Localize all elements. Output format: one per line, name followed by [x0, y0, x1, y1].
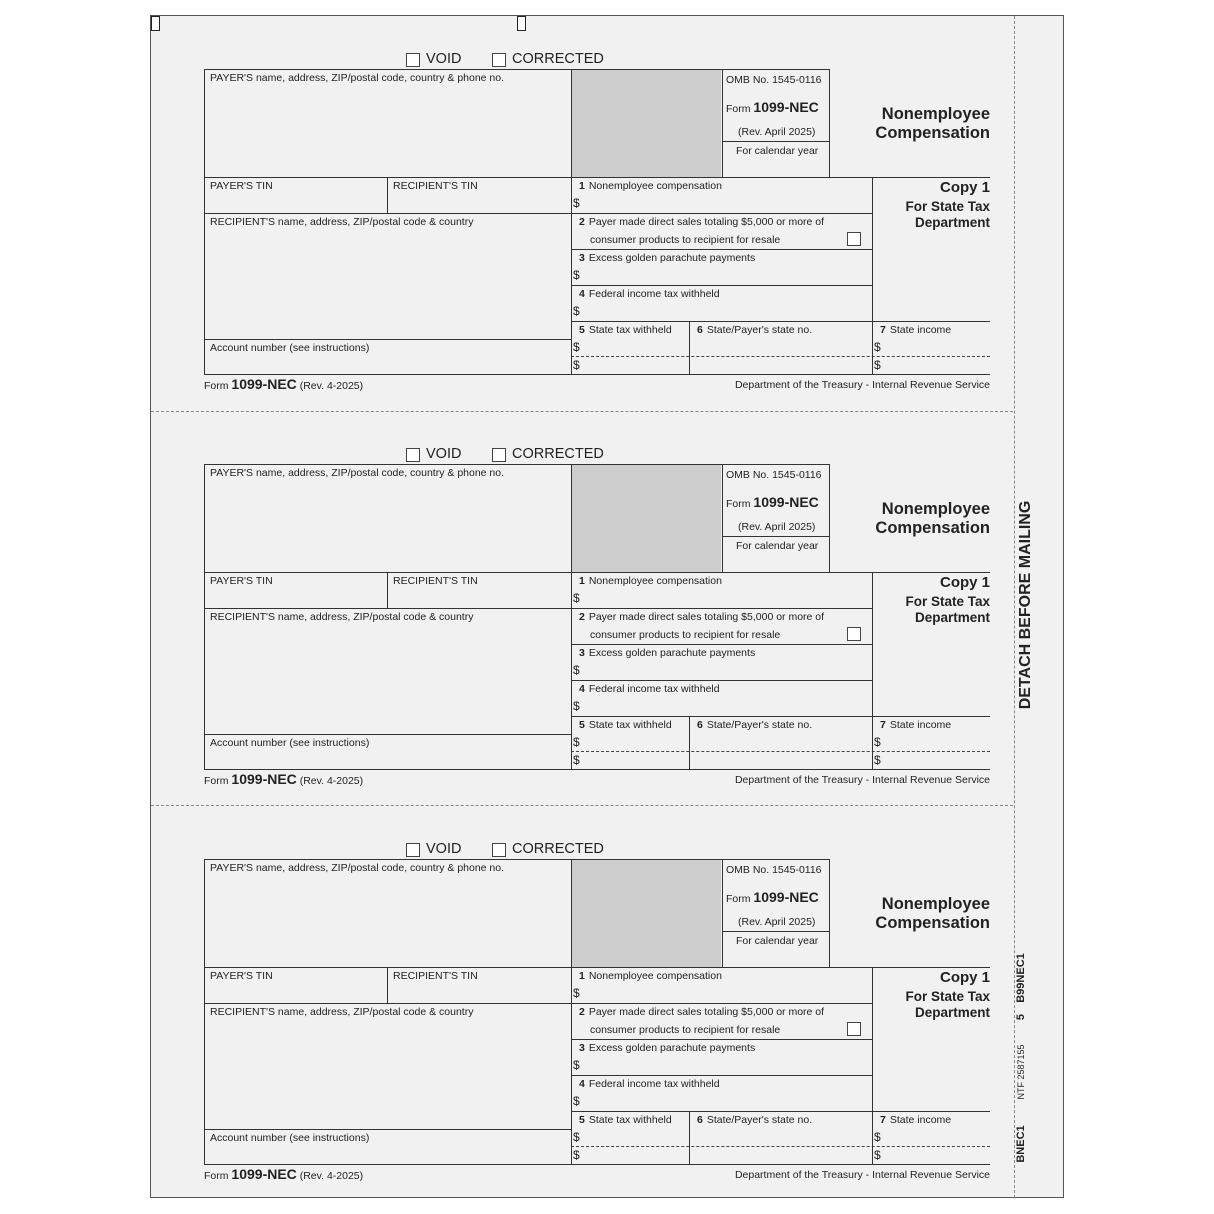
account-number-label: Account number (see instructions)	[210, 342, 370, 354]
box3-label: 3 Excess golden parachute payments	[579, 647, 756, 659]
void-checkbox[interactable]	[406, 448, 420, 462]
box1-dollar: $	[573, 591, 580, 605]
footer-department: Department of the Treasury - Internal Revenue Service	[734, 379, 990, 391]
box4-label: 4 Federal income tax withheld	[579, 288, 720, 300]
omb-number: OMB No. 1545-0116	[726, 864, 822, 876]
box2-label-line2: consumer products to recipient for resale	[590, 629, 781, 641]
box5-label: 5 State tax withheld	[579, 324, 672, 336]
box3-dollar: $	[573, 268, 580, 282]
box3-dollar: $	[573, 1058, 580, 1072]
footer-form-number: Form 1099-NEC (Rev. 4-2025)	[204, 771, 364, 787]
copy-label: Copy 1	[939, 574, 990, 591]
box5-dollar-2: $	[573, 753, 580, 767]
form-copy-1	[0, 15, 1214, 395]
box1-label: 1 Nonemployee compensation	[579, 180, 722, 192]
payer-name-label: PAYER'S name, address, ZIP/postal code, country & phone no.	[210, 467, 505, 479]
box6-label: 6 State/Payer's state no.	[697, 324, 813, 336]
box1-label: 1 Nonemployee compensation	[579, 575, 722, 587]
form-number-header: Form 1099-NEC	[726, 99, 819, 115]
omb-number: OMB No. 1545-0116	[726, 74, 822, 86]
form-revision: (Rev. April 2025)	[738, 126, 816, 138]
box4-dollar: $	[573, 1094, 580, 1108]
form-copy-3	[0, 805, 1214, 1185]
form-title: Nonemployee Compensation	[875, 105, 990, 142]
recipient-tin-label: RECIPIENT'S TIN	[393, 575, 478, 587]
box2-label-line2: consumer products to recipient for resale	[590, 234, 781, 246]
box7-dollar-1: $	[874, 1130, 881, 1144]
box5-dollar-1: $	[573, 1130, 580, 1144]
box7-label: 7 State income	[880, 1114, 952, 1126]
box4-label: 4 Federal income tax withheld	[579, 1078, 720, 1090]
copy-destination: For State Tax Department	[905, 989, 990, 1020]
detach-before-mailing: DETACH BEFORE MAILING	[1017, 500, 1034, 710]
form-code-1: B99NEC1	[1015, 953, 1027, 1003]
copy-destination: For State Tax Department	[905, 199, 990, 230]
payer-name-label: PAYER'S name, address, ZIP/postal code, country & phone no.	[210, 72, 505, 84]
box6-label: 6 State/Payer's state no.	[697, 1114, 813, 1126]
omb-number: OMB No. 1545-0116	[726, 469, 822, 481]
box7-dollar-2: $	[874, 1148, 881, 1162]
shaded-box	[571, 464, 721, 572]
box2-label-line1: 2 Payer made direct sales totaling $5,000 or more of	[579, 216, 825, 228]
box5-label: 5 State tax withheld	[579, 1114, 672, 1126]
box2-checkbox[interactable]	[847, 232, 861, 246]
form-title: Nonemployee Compensation	[875, 895, 990, 932]
form-number-header: Form 1099-NEC	[726, 494, 819, 510]
box1-label: 1 Nonemployee compensation	[579, 970, 722, 982]
recipient-tin-label: RECIPIENT'S TIN	[393, 180, 478, 192]
box7-label: 7 State income	[880, 719, 952, 731]
footer-form-number: Form 1099-NEC (Rev. 4-2025)	[204, 1166, 364, 1182]
calendar-year-label: For calendar year	[736, 540, 819, 552]
recipient-name-label: RECIPIENT'S name, address, ZIP/postal code & country	[210, 611, 474, 623]
void-label: VOID	[426, 446, 462, 462]
box7-label: 7 State income	[880, 324, 952, 336]
box4-dollar: $	[573, 699, 580, 713]
void-checkbox[interactable]	[406, 843, 420, 857]
shaded-box	[571, 69, 721, 177]
box5-dollar-1: $	[573, 340, 580, 354]
copy-destination: For State Tax Department	[905, 594, 990, 625]
corrected-checkbox[interactable]	[492, 843, 506, 857]
corrected-label: CORRECTED	[512, 446, 604, 462]
corrected-checkbox[interactable]	[492, 448, 506, 462]
calendar-year-label: For calendar year	[736, 935, 819, 947]
copy-label: Copy 1	[939, 969, 990, 986]
box2-checkbox[interactable]	[847, 1022, 861, 1036]
box4-dollar: $	[573, 304, 580, 318]
payer-tin-label: PAYER'S TIN	[210, 970, 273, 982]
recipient-tin-label: RECIPIENT'S TIN	[393, 970, 478, 982]
shaded-box	[571, 859, 721, 967]
box2-checkbox[interactable]	[847, 627, 861, 641]
void-checkbox[interactable]	[406, 53, 420, 67]
box1-dollar: $	[573, 986, 580, 1000]
calendar-year-label: For calendar year	[736, 145, 819, 157]
footer-department: Department of the Treasury - Internal Revenue Service	[734, 774, 990, 786]
copy-label: Copy 1	[939, 179, 990, 196]
box2-label-line2: consumer products to recipient for resale	[590, 1024, 781, 1036]
box7-dollar-2: $	[874, 358, 881, 372]
box7-dollar-2: $	[874, 753, 881, 767]
box5-dollar-2: $	[573, 1148, 580, 1162]
footer-form-number: Form 1099-NEC (Rev. 4-2025)	[204, 376, 364, 392]
box5-label: 5 State tax withheld	[579, 719, 672, 731]
payer-tin-label: PAYER'S TIN	[210, 575, 273, 587]
form-copy-2	[0, 410, 1214, 790]
box3-label: 3 Excess golden parachute payments	[579, 252, 756, 264]
box5-dollar-1: $	[573, 735, 580, 749]
form-revision: (Rev. April 2025)	[738, 916, 816, 928]
corrected-label: CORRECTED	[512, 51, 604, 67]
footer-department: Department of the Treasury - Internal Revenue Service	[734, 1169, 990, 1181]
box3-label: 3 Excess golden parachute payments	[579, 1042, 756, 1054]
box7-dollar-1: $	[874, 340, 881, 354]
form-revision: (Rev. April 2025)	[738, 521, 816, 533]
void-label: VOID	[426, 841, 462, 857]
form-code-2: 5	[1015, 1013, 1027, 1021]
void-label: VOID	[426, 51, 462, 67]
box1-dollar: $	[573, 196, 580, 210]
form-code-4: BNEC1	[1015, 1125, 1027, 1163]
corrected-checkbox[interactable]	[492, 53, 506, 67]
corrected-label: CORRECTED	[512, 841, 604, 857]
account-number-label: Account number (see instructions)	[210, 1132, 370, 1144]
box6-label: 6 State/Payer's state no.	[697, 719, 813, 731]
recipient-name-label: RECIPIENT'S name, address, ZIP/postal code & country	[210, 216, 474, 228]
payer-tin-label: PAYER'S TIN	[210, 180, 273, 192]
form-number-header: Form 1099-NEC	[726, 889, 819, 905]
box4-label: 4 Federal income tax withheld	[579, 683, 720, 695]
box7-dollar-1: $	[874, 735, 881, 749]
account-number-label: Account number (see instructions)	[210, 737, 370, 749]
box5-dollar-2: $	[573, 358, 580, 372]
form-title: Nonemployee Compensation	[875, 500, 990, 537]
box2-label-line1: 2 Payer made direct sales totaling $5,000 or more of	[579, 1006, 825, 1018]
form-code-3: NTF 2587155	[1016, 1044, 1026, 1100]
box2-label-line1: 2 Payer made direct sales totaling $5,000 or more of	[579, 611, 825, 623]
recipient-name-label: RECIPIENT'S name, address, ZIP/postal code & country	[210, 1006, 474, 1018]
box3-dollar: $	[573, 663, 580, 677]
payer-name-label: PAYER'S name, address, ZIP/postal code, country & phone no.	[210, 862, 505, 874]
